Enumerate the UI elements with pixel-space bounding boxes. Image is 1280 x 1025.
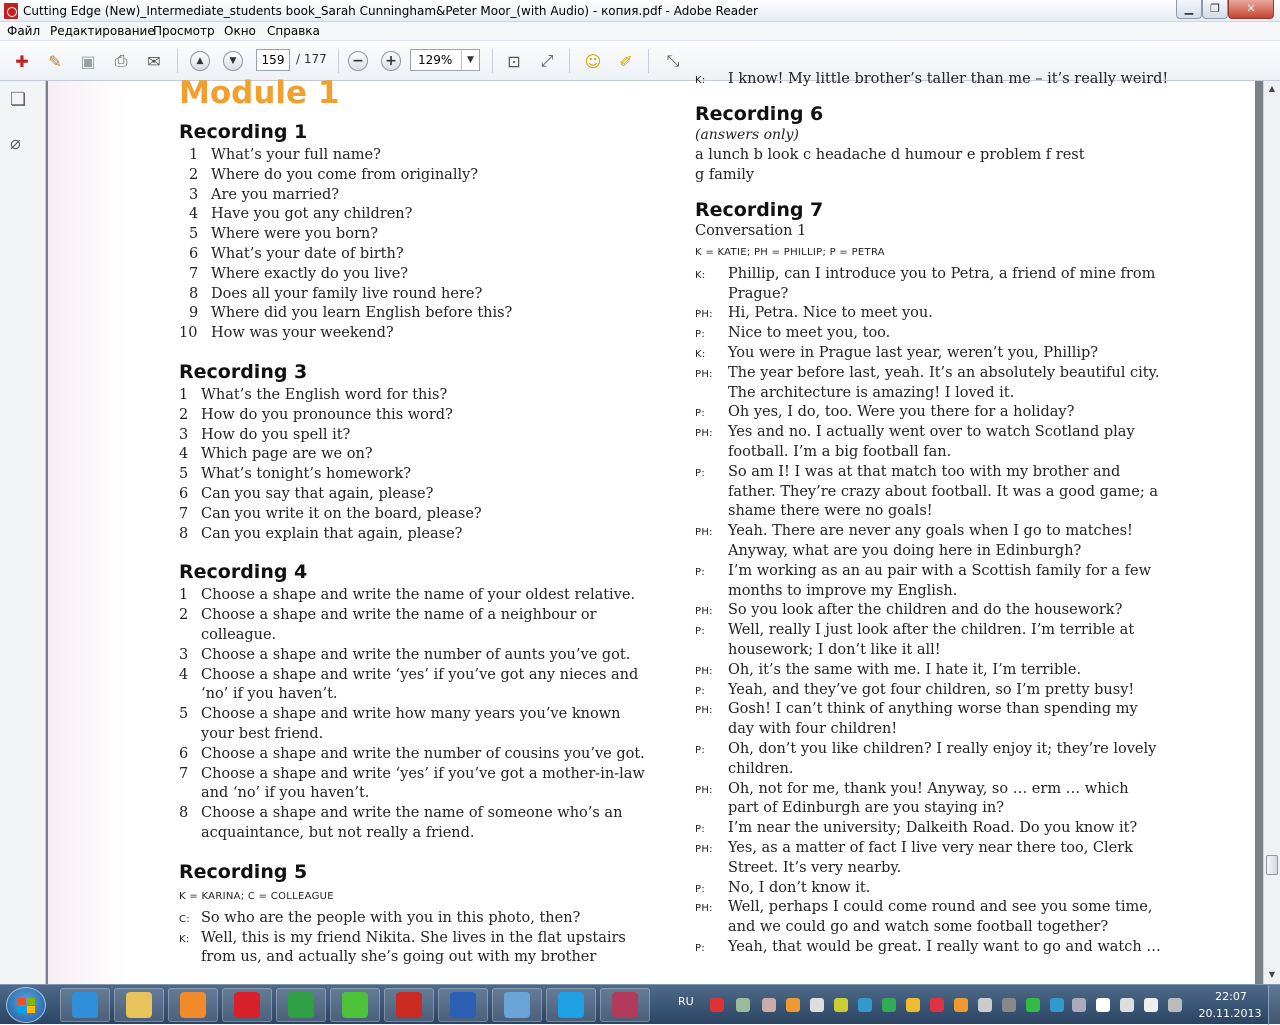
list-item: Choose a shape and write ‘yes’ if you’ve got a mother-in-law (201, 765, 645, 782)
tray-icon[interactable] (810, 998, 824, 1012)
fit-width-icon[interactable]: ⤢ (540, 51, 554, 70)
winrar-icon (612, 992, 638, 1018)
highlight-icon[interactable]: ✐ (619, 51, 633, 71)
speaker-label: P: (695, 943, 705, 954)
dialogue-continuation: and we could go and watch some football together? (728, 919, 1109, 936)
dialogue-line: Yes and no. I actually went over to watch Scotland play (728, 424, 1135, 441)
dialogue-continuation: housework; I don’t like it all! (728, 642, 941, 658)
menu-file[interactable]: Файл (7, 24, 41, 38)
speaker-label: P: (695, 824, 705, 836)
tray-icon[interactable] (786, 998, 800, 1012)
comment-icon[interactable]: ☺ (584, 51, 602, 71)
email-icon[interactable]: ✉ (147, 51, 161, 71)
create-pdf-icon[interactable]: ✚ (15, 51, 29, 71)
list-item: Where exactly do you live? (211, 265, 409, 282)
list-item-continuation: and ‘no’ if you haven’t. (201, 785, 370, 802)
item-number: 4 (189, 206, 199, 223)
speaker-label: PH: (695, 844, 713, 855)
tray-icon[interactable] (858, 998, 872, 1012)
tray-icon[interactable] (978, 998, 992, 1012)
speaker-label: K: (695, 349, 706, 360)
tray-icon[interactable] (906, 998, 920, 1012)
dialogue-line: Well, perhaps I could come round and see you some time, (728, 899, 1153, 916)
taskbar-app-word[interactable] (438, 988, 488, 1022)
zoom-select[interactable] (410, 49, 480, 71)
speaker-key: K = KATIE; PH = PHILLIP; P = PETRA (695, 246, 885, 258)
fit-page-icon[interactable]: ⊡ (507, 51, 521, 71)
page-total: / 177 (296, 52, 327, 66)
item-number: 4 (179, 666, 189, 683)
menu-window[interactable]: Окно (224, 24, 256, 38)
language-indicator[interactable]: RU (678, 995, 694, 1008)
subtitle: (answers only) (695, 126, 799, 143)
fullscreen-icon[interactable]: ⤡ (666, 51, 680, 70)
network-icon[interactable] (1120, 998, 1134, 1012)
list-item: Have you got any children? (211, 206, 413, 223)
arrow-down-icon: ▼ (223, 51, 243, 71)
recording-heading: Recording 3 (179, 361, 308, 383)
pdf-page (48, 71, 1255, 984)
speaker-label: PH: (695, 903, 713, 915)
menu-help[interactable]: Справка (267, 24, 320, 38)
dialogue-line: The year before last, yeah. It’s an absolutely beautiful city. (728, 364, 1160, 381)
tray-icon[interactable] (710, 998, 724, 1012)
item-number: 7 (179, 765, 189, 782)
dialogue-line: So am I! I was at that match too with my brother and (728, 463, 1121, 480)
speaker-key: K = KARINA; C = COLLEAGUE (179, 890, 334, 902)
item-number: 1 (179, 587, 189, 604)
toolbar-separator (569, 49, 570, 73)
speaker-label: PH: (695, 606, 713, 618)
volume-icon[interactable] (1144, 998, 1158, 1012)
speaker-label: K: (179, 933, 190, 945)
tray-icon[interactable] (1072, 998, 1086, 1012)
list-item: So who are the people with you in this photo, then? (201, 909, 581, 926)
list-item-continuation: colleague. (201, 627, 277, 643)
scroll-thumb[interactable] (1266, 855, 1278, 875)
explorer-icon (126, 992, 152, 1018)
scroll-up-icon[interactable]: ▲ (1268, 84, 1276, 93)
action-center-icon[interactable] (1096, 998, 1110, 1012)
edit-document-icon[interactable]: ✎ (48, 51, 62, 71)
list-item: What’s tonight’s homework? (201, 466, 412, 483)
save-icon[interactable]: ▣ (80, 51, 96, 71)
dialogue-line: Yeah, that would be great. I really want to go and watch … (728, 939, 1161, 955)
item-number: 8 (189, 285, 199, 302)
speaker-label: C: (179, 913, 190, 925)
item-number: 10 (179, 325, 198, 342)
list-item: Choose a shape and write how many years you’ve known (201, 706, 621, 723)
module-title: Module 1 (179, 75, 340, 111)
zoom-value: 129% (418, 53, 453, 67)
usb-icon[interactable] (1168, 998, 1182, 1012)
list-item: Does all your family live round here? (211, 285, 483, 302)
speaker-label: P: (695, 408, 705, 420)
tray-icon[interactable] (1002, 998, 1016, 1012)
list-item: Where were you born? (211, 226, 378, 243)
list-item: How was your weekend? (211, 325, 394, 342)
next-page-button[interactable] (220, 49, 246, 73)
dialogue-line: Nice to meet you, too. (728, 325, 891, 342)
list-item: Choose a shape and write the number of cousins you’ve got. (201, 745, 645, 762)
list-item: What’s your date of birth? (211, 246, 404, 262)
dialogue-continuation: children. (728, 760, 794, 777)
speaker-label: P: (695, 329, 705, 341)
speaker-label: PH: (695, 428, 713, 440)
dialogue-continuation: day with four children! (728, 721, 898, 738)
dialogue-line: So you look after the children and do the housework? (728, 602, 1123, 619)
list-item: Where do you come from originally? (211, 166, 479, 183)
title-bar (0, 0, 1280, 22)
item-number: 8 (179, 525, 189, 542)
tray-icon[interactable] (882, 998, 896, 1012)
dialogue-line: I’m near the university; Dalkeith Road. Do you know it? (728, 820, 1138, 837)
dialogue-line: Oh, it’s the same with me. I hate it, I’m terrible. (728, 661, 1082, 678)
skype-icon (558, 992, 584, 1018)
tray-icon[interactable] (954, 998, 968, 1012)
list-item: Choose a shape and write ‘yes’ if you’ve got any nieces and (201, 666, 639, 683)
list-item-continuation: from us, and actually she’s going out with my brother (201, 949, 597, 966)
recording-heading: Recording 6 (695, 102, 824, 125)
taskbar-app-internet-explorer[interactable] (60, 988, 110, 1022)
speaker-label: P: (695, 626, 705, 638)
list-item: How do you spell it? (201, 426, 351, 443)
taskbar-app-media-player[interactable] (168, 988, 218, 1022)
item-number: 3 (189, 186, 199, 203)
item-number: 2 (179, 406, 189, 423)
taskbar-app-mail-agent[interactable] (276, 988, 326, 1022)
item-number: 3 (179, 646, 189, 663)
page-thumbnails-icon[interactable]: ❏ (10, 89, 27, 110)
speaker-label: K: (695, 75, 706, 86)
speaker-label: P: (695, 566, 705, 578)
taskbar-app-opera[interactable] (222, 988, 272, 1022)
item-number: 1 (189, 147, 199, 163)
dialogue-line: Hi, Petra. Nice to meet you. (728, 305, 933, 322)
tray-icon[interactable] (736, 998, 750, 1012)
recording-heading: Recording 7 (695, 198, 824, 221)
vertical-scrollbar[interactable] (1263, 81, 1280, 984)
list-item: Can you explain that again, please? (201, 525, 463, 542)
toolbar-separator (338, 49, 339, 73)
text-line: g family (695, 166, 755, 183)
taskbar-app-skype[interactable] (546, 988, 596, 1022)
tray-icon[interactable] (834, 998, 848, 1012)
attachments-icon[interactable]: ⌀ (10, 133, 21, 154)
item-number: 5 (179, 466, 189, 483)
menu-view[interactable]: Просмотр (153, 24, 215, 38)
dialogue-continuation: Street. It’s very nearby. (728, 859, 902, 876)
item-number: 9 (189, 305, 199, 322)
speaker-label: P: (695, 745, 705, 756)
tray-icon[interactable] (762, 998, 776, 1012)
speaker-label: P: (695, 883, 705, 895)
list-item: Choose a shape and write the name of someone who’s an (201, 805, 623, 822)
list-item: Can you write it on the board, please? (201, 505, 482, 522)
item-number: 6 (179, 745, 189, 762)
item-number: 7 (189, 265, 199, 282)
dialogue-continuation: shame there were no goals! (728, 503, 933, 520)
window-title: Cutting Edge (New)_Intermediate_students book_Sarah Cunningham&Peter Moor_(with Audio) - копия.pdf - Adobe Reader (23, 4, 758, 18)
dialogue-line: Yeah. There are never any goals when I go to matches! (728, 523, 1133, 540)
close-button[interactable]: ✕ (1228, 0, 1274, 19)
media-player-icon (180, 992, 206, 1018)
chevron-down-icon[interactable]: ▼ (461, 50, 479, 70)
maximize-button[interactable]: ❐ (1202, 0, 1228, 19)
internet-explorer-icon (72, 992, 98, 1018)
tray-icon[interactable] (1050, 998, 1064, 1012)
taskbar-app-explorer[interactable] (114, 988, 164, 1022)
item-number: 5 (179, 706, 189, 723)
list-item-continuation: your best friend. (201, 726, 324, 742)
taskbar (0, 984, 1280, 1024)
list-item: What’s your full name? (211, 147, 381, 163)
dialogue-line: Oh yes, I do, too. Were you there for a holiday? (728, 404, 1075, 421)
dialogue-continuation: Prague? (728, 285, 789, 302)
text-line: Conversation 1 (695, 222, 807, 239)
photo-viewer-icon (504, 992, 530, 1018)
document-viewer[interactable] (46, 71, 1263, 984)
mail-agent-icon (288, 992, 314, 1018)
dialogue-continuation: football. I’m a big football fan. (728, 444, 952, 460)
recording-heading: Recording 5 (179, 860, 308, 883)
speaker-label: PH: (695, 665, 713, 677)
dialogue-continuation: months to improve my English. (728, 582, 958, 599)
dialogue-continuation: The architecture is amazing! I loved it. (728, 384, 1015, 401)
item-number: 6 (179, 486, 189, 502)
scroll-down-icon[interactable]: ▼ (1268, 970, 1276, 979)
navigation-pane (0, 81, 46, 984)
tray-icon[interactable] (1026, 998, 1040, 1012)
dialogue-line: Gosh! I can’t think of anything worse than spending my (728, 701, 1138, 718)
menu-edit[interactable]: Редактирование (50, 24, 155, 38)
print-icon[interactable]: ⎙ (114, 51, 128, 70)
dialogue-line: Yes, as a matter of fact I live very near there too, Clerk (728, 840, 1133, 856)
word-icon (450, 992, 476, 1018)
dialogue-line: Oh, not for me, thank you! Anyway, so … erm … which (728, 780, 1129, 797)
item-number: 7 (179, 505, 189, 522)
arrow-up-icon: ▲ (190, 51, 210, 71)
dialogue-line: No, I don’t know it. (728, 879, 871, 896)
speaker-label: PH: (695, 784, 713, 796)
minimize-button[interactable]: ▁ (1176, 0, 1202, 19)
dialogue-line: Well, really I just look after the children. I’m terrible at (728, 622, 1135, 639)
list-item: Choose a shape and write the name of a neighbour or (201, 607, 597, 624)
menu-bar (0, 22, 1280, 41)
list-item: Choose a shape and write the number of aunts you’ve got. (201, 646, 631, 663)
list-item: Where did you learn English before this? (211, 305, 513, 322)
minus-icon: − (348, 51, 368, 71)
speaker-label: P: (695, 467, 705, 479)
item-number: 5 (189, 226, 199, 243)
speaker-label: P: (695, 685, 705, 697)
speaker-label: PH: (695, 705, 713, 717)
toolbar-separator (177, 49, 178, 73)
taskbar-app-winrar[interactable] (600, 988, 650, 1022)
toolbar-separator (648, 49, 649, 73)
zoom-in-button[interactable] (378, 49, 404, 73)
dialogue-line: Yeah, and they’ve got four children, so I’m pretty busy! (728, 681, 1135, 698)
item-number: 8 (179, 805, 189, 822)
page-number-input[interactable]: 159 (256, 49, 290, 71)
plus-icon: + (381, 51, 401, 71)
dialogue-line: Phillip, can I introduce you to Petra, a friend of mine from (728, 265, 1156, 282)
taskbar-app-adobe-reader[interactable] (384, 988, 434, 1022)
adobe-reader-icon (396, 992, 422, 1018)
list-item: Can you say that again, please? (201, 486, 434, 502)
adobe-reader-icon (4, 3, 18, 19)
start-button[interactable] (6, 987, 46, 1023)
toolbar-separator (492, 49, 493, 73)
item-number: 4 (179, 446, 189, 463)
clock-time[interactable]: 22:07 (1215, 990, 1247, 1003)
item-number: 1 (179, 387, 189, 403)
list-item: How do you pronounce this word? (201, 406, 453, 423)
dialogue-line: I’m working as an au pair with a Scottish family for a few (728, 562, 1152, 579)
zoom-out-button[interactable] (345, 49, 371, 73)
list-item: Well, this is my friend Nikita. She lives in the flat upstairs (201, 929, 626, 946)
recording-heading: Recording 4 (179, 561, 308, 584)
tray-icon[interactable] (930, 998, 944, 1012)
list-item-continuation: acquaintance, but not really a friend. (201, 825, 475, 841)
speaker-label: PH: (695, 527, 713, 539)
dialogue-line: Oh, don’t you like children? I really enjoy it; they’re lovely (728, 741, 1157, 757)
previous-page-button[interactable] (187, 49, 213, 73)
speaker-label: K: (695, 269, 706, 281)
list-item: Choose a shape and write the name of your oldest relative. (201, 587, 636, 604)
item-number: 2 (179, 607, 189, 624)
dialogue-line: I know! My little brother’s taller than me – it’s really weird! (728, 71, 1169, 87)
list-item-continuation: ‘no’ if you haven’t. (201, 686, 338, 703)
dialogue-continuation: part of Edinburgh are you staying in? (728, 800, 1004, 817)
show-desktop-button[interactable] (1268, 985, 1280, 1025)
list-item: Which page are we on? (201, 446, 373, 463)
item-number: 2 (189, 166, 199, 183)
item-number: 3 (179, 426, 189, 443)
clock-date[interactable]: 20.11.2013 (1198, 1007, 1262, 1020)
item-number: 6 (189, 246, 199, 262)
opera-icon (234, 992, 260, 1018)
speaker-label: PH: (695, 309, 713, 321)
dialogue-continuation: Anyway, what are you doing here in Edinburgh? (728, 543, 1082, 559)
list-item: What’s the English word for this? (201, 387, 448, 403)
page-margin (48, 81, 128, 984)
recording-heading: Recording 1 (179, 121, 308, 143)
icq-icon (342, 992, 368, 1018)
taskbar-app-icq[interactable] (330, 988, 380, 1022)
dialogue-line: You were in Prague last year, weren’t you, Phillip? (728, 345, 1099, 361)
speaker-label: PH: (695, 368, 713, 380)
taskbar-app-photo-viewer[interactable] (492, 988, 542, 1022)
list-item: Are you married? (211, 186, 339, 203)
dialogue-continuation: father. They’re crazy about football. It was a good game; a (728, 483, 1159, 500)
text-line: a lunch b look c headache d humour e problem f rest (695, 146, 1085, 163)
